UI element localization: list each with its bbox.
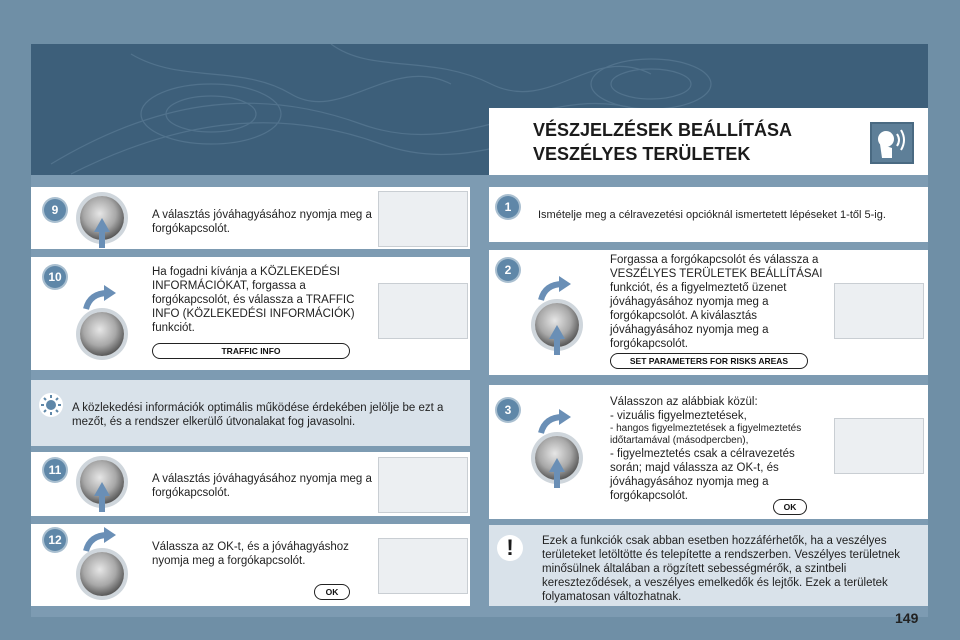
voice-speech-icon [870, 122, 914, 164]
control-panel-image [378, 538, 468, 594]
traffic-info-pill: TRAFFIC INFO [152, 343, 350, 359]
rotate-arrow-icon [82, 527, 116, 555]
control-panel-image [378, 191, 468, 247]
press-arrow-icon [549, 325, 565, 339]
control-panel-image [834, 283, 924, 339]
step-12-text: Válassza az OK-t, és a jóváhagyáshoz nyomja meg a forgókapcsolót. [152, 541, 349, 567]
step-11-text: A választás jóváhagyásához nyomja meg a forgókapcsolót. [152, 473, 372, 499]
warning-icon: ! [497, 535, 523, 561]
step-badge-11: 11 [44, 459, 66, 481]
ok-pill: OK [314, 584, 350, 600]
rotate-arrow-icon [82, 285, 116, 313]
step-badge-12: 12 [44, 529, 66, 551]
step-3-intro: Válasszon az alábbiak közül: [610, 396, 758, 408]
title-line-1: VÉSZJELZÉSEK BEÁLLÍTÁSA [533, 120, 793, 140]
press-arrow-icon [549, 458, 565, 472]
title-line-2: VESZÉLYES TERÜLETEK [533, 144, 751, 164]
ok-pill: OK [773, 499, 807, 515]
rotate-arrow-icon [537, 276, 571, 304]
control-panel-image [378, 283, 468, 339]
step-2-text: Forgassa a forgókapcsolót és válassza a VESZÉLYES TERÜLETEK BEÁLLÍTÁSAI funkciót, és a figyelmeztető üzenet jóváhagyásához nyomja meg a forgókapcsolót. A kiválasztás jóváhagyásához nyomja meg a forgókapcsolót. [610, 254, 823, 350]
set-parameters-pill: SET PARAMETERS FOR RISKS AREAS [610, 353, 808, 369]
control-panel-image [378, 457, 468, 513]
rotary-knob [80, 312, 124, 356]
page-title [533, 118, 792, 166]
sun-tip-icon [38, 392, 64, 418]
step-9-text: A választás jóváhagyásához nyomja meg a forgókapcsolót. [152, 209, 372, 235]
step-3-bullet-2: - hangos figyelmeztetések a figyelmeztetés időtartamával (másodpercben), [610, 423, 802, 446]
rotary-knob [80, 552, 124, 596]
step-3-bullet-3: - figyelmeztetés csak a célravezetés során; majd válassza az OK-t, és jóváhagyásához nyomja meg a forgókapcsolót. [610, 448, 795, 502]
step-badge-1: 1 [497, 196, 519, 218]
step-3-text [610, 395, 828, 503]
step-badge-2: 2 [497, 259, 519, 281]
step-10-text: Ha fogadni kívánja a KÖZLEKEDÉSI INFORMÁCIÓKAT, forgassa a forgókapcsolót, és válassza a TRAFFIC INFO (KÖZLEKEDÉSI INFORMÁCIÓK) funkciót. [152, 266, 355, 334]
rotate-arrow-icon [537, 409, 571, 437]
press-arrow-icon [94, 482, 110, 496]
step-badge-9: 9 [44, 199, 66, 221]
press-arrow-icon [94, 218, 110, 232]
step-badge-3: 3 [497, 399, 519, 421]
warning-text: Ezek a funkciók csak abban esetben hozzáférhetők, ha a veszélyes területeket letöltötte és telepítette a rendszerben. Veszélyes területnek minősülnek általában a rögzített sebességmérők, a szintbeli kereszteződések, a veszélyes emelkedők és lejtők. Ezek a területek folyamatosan változhatnak. [542, 535, 900, 603]
step-1-text: Ismételje meg a célravezetési opcióknál ismertetett lépéseket 1-től 5-ig. [538, 209, 886, 221]
control-panel-image [834, 418, 924, 474]
step-badge-10: 10 [44, 266, 66, 288]
page-number: 149 [895, 610, 919, 626]
tip-text: A közlekedési információk optimális működése érdekében jelölje be ezt a mezőt, és a rendszer elkerülő útvonalakat fog javasolni. [72, 402, 444, 428]
step-3-bullet-1: - vizuális figyelmeztetések, [610, 410, 747, 422]
